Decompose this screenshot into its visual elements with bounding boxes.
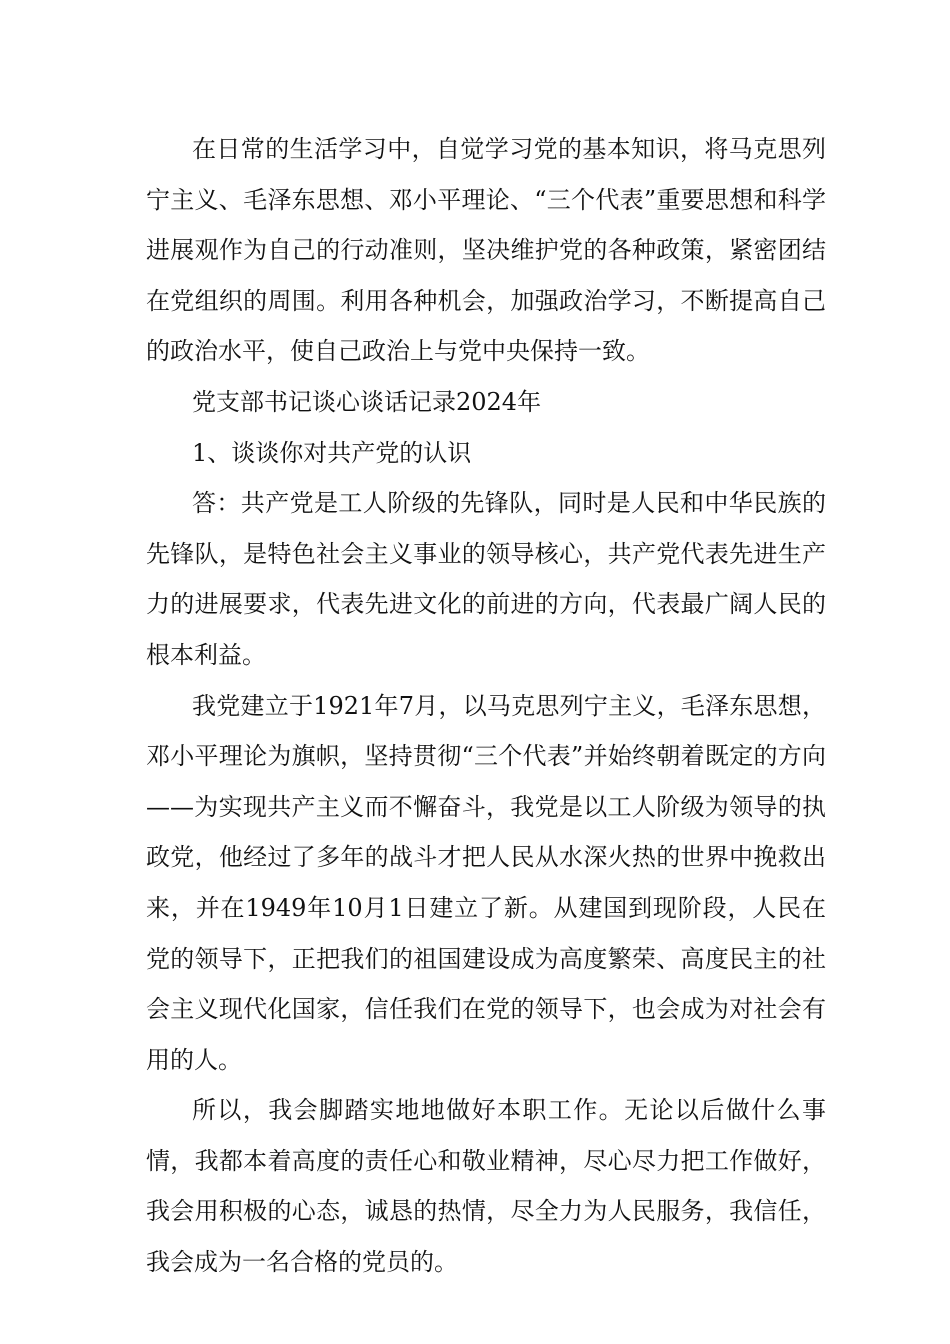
paragraph-party-history: 我党建立于1921年7月，以马克思列宁主义，毛泽东思想，邓小平理论为旗帜，坚持贯彻“三个代表”并始终朝着既定的方向——为实现共产主义而不懈奋斗，我党是以工人阶级为领导的执政党，他经过了多年的战斗才把人民从水深火热的世界中挽救出来，并在1949年10月1日建立了新。从建国到现阶段，人民在党的领导下，正把我们的祖国建设成为高度繁荣、高度民主的社会主义现代化国家，信任我们在党的领导下，也会成为对社会有用的人。 (146, 691, 826, 1074)
paragraph-commitment: 所以，我会脚踏实地地做好本职工作。无论以后做什么事情，我都本着高度的责任心和敬业精神，尽心尽力把工作做好，我会用积极的心态，诚恳的热情，尽全力为人民服务，我信任，我会成为一名合格的党员的。 (146, 1096, 826, 1277)
paragraph-record-heading: 党支部书记谈心谈话记录2024年 (192, 387, 542, 416)
paragraph-political-study: 在日常的生活学习中，自觉学习党的基本知识，将马克思列宁主义、毛泽东思想、邓小平理论、“三个代表”重要思想和科学进展观作为自己的行动准则，坚决维护党的各种政策，紧密团结在党组织的周围。利用各种机会，加强政治学习，不断提高自己的政治水平，使自己政治上与党中央保持一致。 (146, 135, 826, 366)
document-body (146, 124, 826, 1288)
paragraph-answer: 答：共产党是工人阶级的先锋队，同时是人民和中华民族的先锋队，是特色社会主义事业的领导核心，共产党代表先进生产力的进展要求，代表先进文化的前进的方向，代表最广阔人民的根本利益。 (146, 489, 826, 669)
paragraph-question-1: 1、谈谈你对共产党的认识 (192, 438, 472, 467)
